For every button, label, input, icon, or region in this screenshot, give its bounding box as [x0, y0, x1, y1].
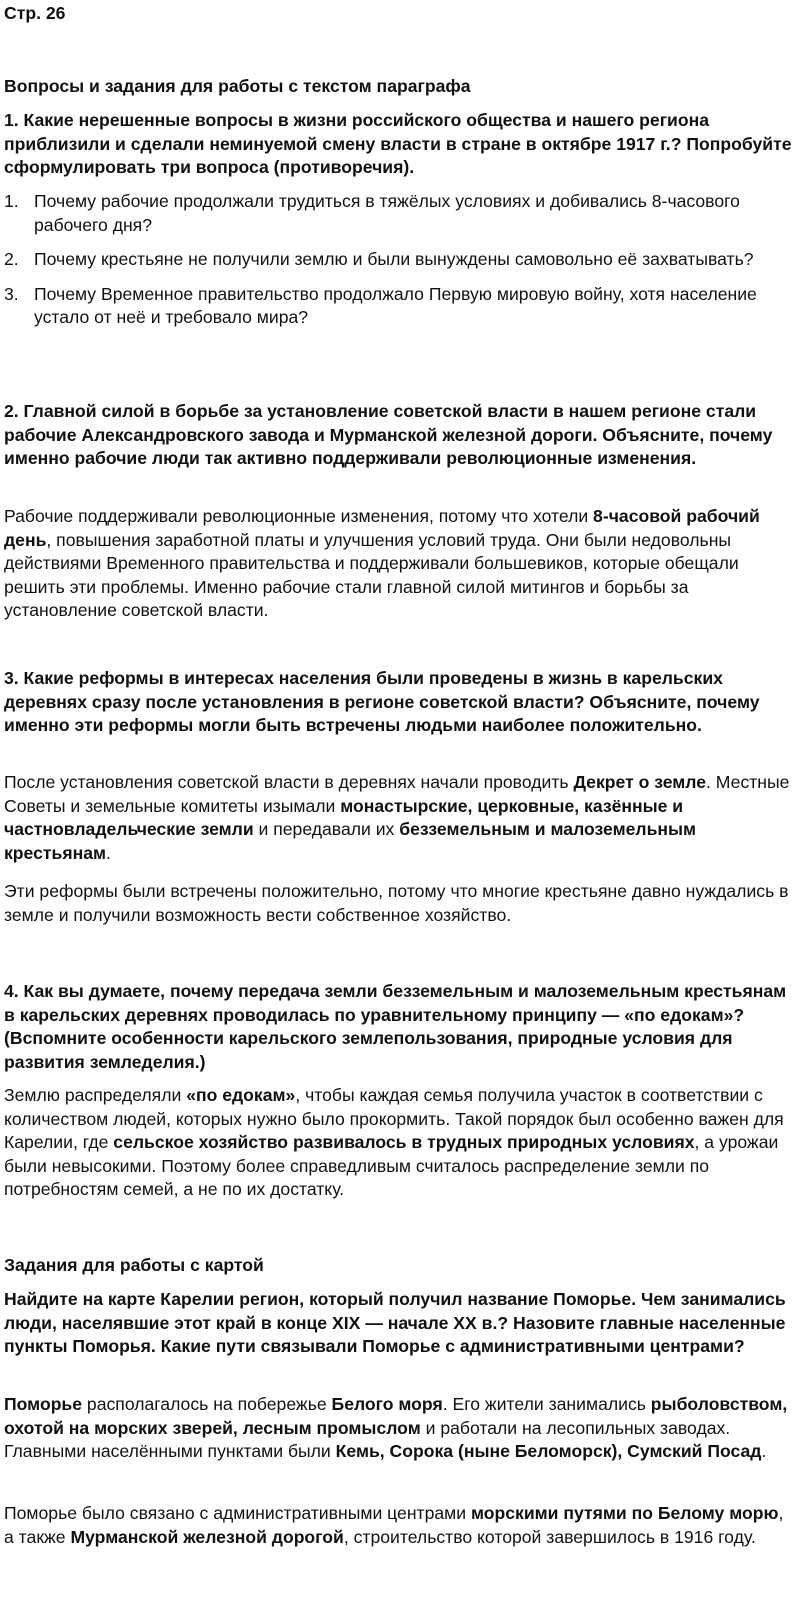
list-item: [4, 283, 794, 330]
section-title-text-tasks: Вопросы и задания для работы с текстом параграфа: [4, 76, 471, 96]
list-item: [4, 248, 794, 272]
list-item: [4, 190, 794, 237]
answer-4: Землю распределяли «по едокам», чтобы каждая семья получила участок в соответствии с количеством людей, которых нужно было прокормить. Такой порядок был особенно важен для Карелии, где сельское хозяйство развивалось в трудных природных условиях, а урожаи были невысокими. Поэтому более справедливым считалось распределение земли по потребностям семей, а не по их достатку.: [4, 1085, 784, 1199]
list-item-number: 3.: [4, 283, 19, 304]
page-label: Стр. 26: [4, 3, 66, 23]
answer-3-paragraph-2: Эти реформы были встречены положительно, потому что многие крестьяне давно нуждались в земле и получили возможность вести собственное хозяйство.: [4, 881, 789, 925]
map-answer-paragraph-2: Поморье было связано с административными центрами морскими путями по Белому морю, а также Мурманской железной дорогой, строительство которой завершилось в 1916 году.: [4, 1503, 784, 1547]
list-item-text: Почему рабочие продолжали трудиться в тяжёлых условиях и добивались 8-часового рабочего дня?: [34, 191, 740, 235]
list-item-number: 2.: [4, 249, 19, 269]
question-2: 2. Главной силой в борьбе за установление советской власти в нашем регионе стали рабочие Александровского завода и Мурманской железной дороги. Объясните, почему именно рабочие люди так активно поддерживали революционные изменения.: [4, 401, 773, 468]
answer-2: Рабочие поддерживали революционные изменения, потому что хотели 8-часовой рабочий день, повышения заработной платы и улучшения условий труда. Они были недовольны действиями Временного правительства и поддерживали большевиков, которые обещали решить эти проблемы. Именно рабочие стали главной силой митингов и борьбы за установление советской власти.: [4, 506, 760, 620]
question-3: 3. Какие реформы в интересах населения были проведены в жизнь в карельских деревнях сразу после установления в регионе советской власти? Объясните, почему именно эти реформы могли быть встречены людьми наиболее положительно.: [4, 668, 760, 735]
section-title-map-tasks: Задания для работы с картой: [4, 1255, 264, 1275]
list-item-text: Почему крестьяне не получили землю и были вынуждены самовольно её захватывать?: [34, 249, 754, 269]
map-question: Найдите на карте Карелии регион, который получил название Поморье. Чем занимались люди, населявшие этот край в конце XIX — начале XX в.? Назовите главные населенные пункты Поморья. Какие пути связывали Поморье с административными центрами?: [4, 1289, 786, 1356]
map-answer-paragraph-1: Поморье располагалось на побережье Белого моря. Его жители занимались рыболовством, охотой на морских зверей, лесным промыслом и работали на лесопильных заводах. Главными населёнными пунктами были Кемь, Сорока (ныне Беломорск), Сумский Посад.: [4, 1394, 788, 1461]
list-item-number: 1.: [4, 191, 19, 211]
answer-1-list: [4, 190, 794, 330]
question-1: 1. Какие нерешенные вопросы в жизни российского общества и нашего региона приблизили и сделали неминуемой смену власти в стране в октябре 1917 г.? Попробуйте сформулировать три вопроса (противоречия).: [4, 110, 792, 177]
question-4: 4. Как вы думаете, почему передача земли безземельным и малоземельным крестьянам в карельских деревнях проводилась по уравнительному принципу — «по едокам»? (Вспомните особенности карельского землепользования, природные условия для развития земледелия.): [4, 981, 787, 1072]
list-item-text: Почему Временное правительство продолжало Первую мировую войну, хотя население устало от неё и требовало мира?: [34, 283, 757, 327]
answer-3-paragraph-1: После установления советской власти в деревнях начали проводить Декрет о земле. Местные Советы и земельные комитеты изымали монастырские, церковные, казённые и частновладельческие земли и передавали их безземельным и малоземельным крестьянам.: [4, 772, 790, 863]
